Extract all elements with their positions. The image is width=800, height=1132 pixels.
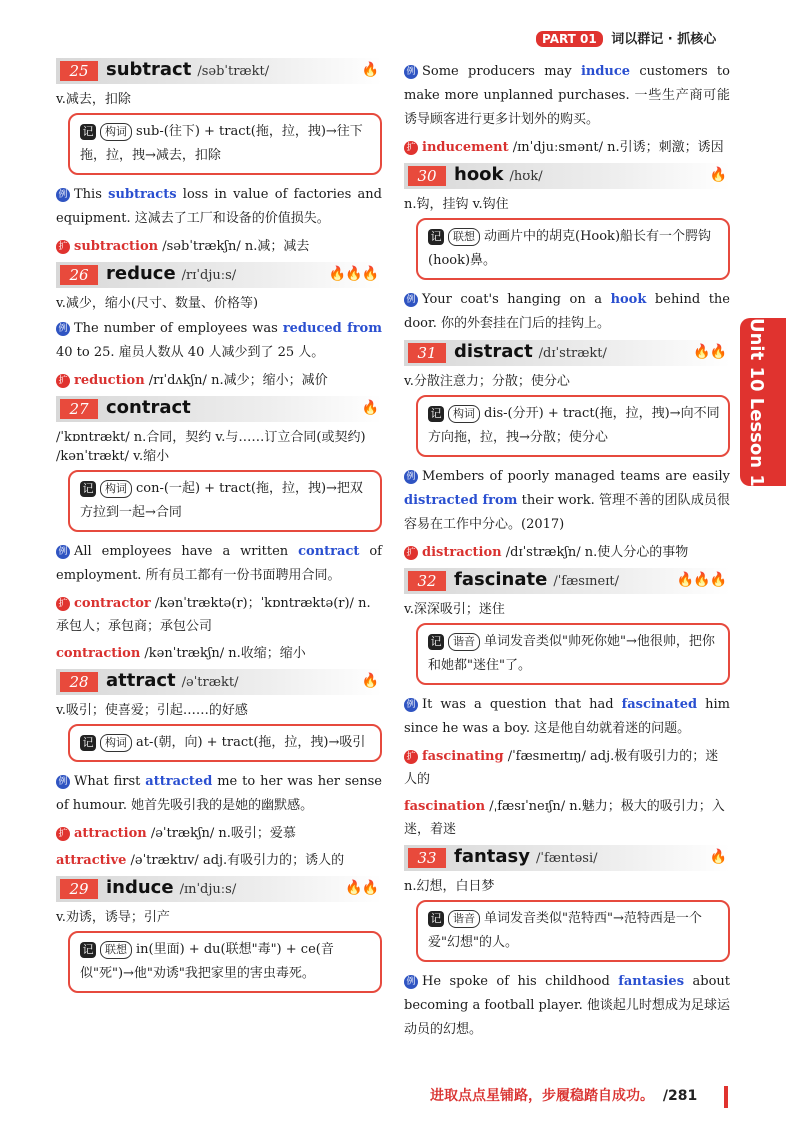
- example-sentence: [404, 970, 730, 1042]
- example-marker-icon: 例: [404, 698, 418, 712]
- definition: n.钩，挂钩 v.钩住: [404, 197, 509, 212]
- memory-tip-box: [68, 470, 382, 532]
- phonetic: /ˈfæntəsi/: [536, 851, 598, 866]
- right-column: [404, 56, 730, 1046]
- example-sentence: [56, 770, 382, 818]
- phonetic: /səbˈtrækt/: [197, 64, 270, 79]
- extension-line: [56, 642, 382, 665]
- extension-word: contractor: [74, 596, 151, 611]
- headword: [454, 846, 597, 867]
- entry-number: 29: [60, 879, 98, 899]
- example-keyword: induce: [580, 64, 631, 79]
- extension-meaning: /əˈtrækʃn/ n.吸引；爱慕: [146, 826, 296, 841]
- extension-word: distraction: [422, 545, 502, 560]
- frequency-flame-icon: 🔥: [361, 673, 378, 689]
- headword: [454, 341, 607, 362]
- headword-row: [404, 845, 730, 871]
- example-marker-icon: 例: [56, 322, 70, 336]
- example-keyword: distracted from: [404, 493, 518, 508]
- example-marker-icon: 例: [56, 188, 70, 202]
- word-entry: [404, 568, 730, 841]
- header-title: 词以群记 · 抓核心: [611, 32, 717, 47]
- definition: n.幻想，白日梦: [404, 879, 495, 894]
- example-text: Members of poorly managed teams are easily: [422, 469, 730, 484]
- definition: v.吸引；使喜爱；引起……的好感: [56, 703, 248, 718]
- tip-icon: 记: [428, 406, 444, 422]
- word-entry: [404, 340, 730, 564]
- extension-word: inducement: [422, 140, 509, 155]
- extension-word: fascination: [404, 799, 486, 814]
- example-sentence: [404, 288, 730, 336]
- word-entry: [56, 396, 382, 665]
- headword-row: [56, 396, 382, 422]
- tip-icon: 记: [80, 735, 96, 751]
- example-marker-icon: 例: [404, 975, 418, 989]
- tip-text: at-(朝，向) + tract(拖，拉，拽)→吸引: [136, 735, 366, 750]
- definition: v.深深吸引；迷住: [404, 602, 505, 617]
- example-text: him since he was a boy. 这是他自幼就着迷的问题。: [404, 697, 730, 736]
- frequency-flame-icon: 🔥: [709, 849, 726, 865]
- part-badge: PART 01: [536, 31, 603, 47]
- example-text: All employees have a written: [74, 544, 299, 559]
- entry-number: 31: [408, 343, 446, 363]
- example-text: The number of employees was: [74, 321, 283, 336]
- extension-line: [404, 795, 730, 841]
- extension-marker-icon: 扩: [404, 546, 418, 560]
- example-text: behind the door. 你的外套挂在门后的挂钩上。: [404, 292, 730, 331]
- frequency-flame-icon: 🔥: [361, 400, 378, 416]
- example-text: He spoke of his childhood: [422, 974, 619, 989]
- example-text: about becoming a football player. 他谈起儿时想成为足球运动员的幻想。: [404, 974, 731, 1037]
- tip-icon: 记: [80, 481, 96, 497]
- extension-marker-icon: 扩: [404, 141, 418, 155]
- example-text: This: [74, 187, 109, 202]
- headword-row: [404, 340, 730, 366]
- phonetic: /əˈtrækt/: [181, 675, 239, 690]
- headword-text: induce: [106, 877, 174, 898]
- tip-type-tag: 联想: [100, 941, 132, 959]
- extension-line: [56, 369, 382, 392]
- headword-row: [404, 568, 730, 594]
- example-text: me to her was her sense of humour. 她首先吸引我的是她的幽默感。: [56, 774, 382, 813]
- extension-marker-icon: 扩: [56, 240, 70, 254]
- tip-type-tag: 谐音: [448, 910, 480, 928]
- frequency-flame-icon: 🔥🔥🔥: [676, 572, 726, 588]
- extension-meaning: /ˌfæsɪˈneɪʃn/ n.魅力；极大的吸引力；入迷，着迷: [404, 799, 725, 837]
- example-text: What first: [74, 774, 146, 789]
- extension-word: attraction: [74, 826, 147, 841]
- headword-row: [56, 669, 382, 695]
- example-sentence: [404, 465, 730, 537]
- tip-type-tag: 构词: [100, 123, 132, 141]
- tip-icon: 记: [428, 229, 444, 245]
- example-text: 40 to 25. 雇员人数从 40 人减少到了 25 人。: [56, 345, 325, 360]
- example-text: Your coat's hanging on a: [422, 292, 611, 307]
- headword: [106, 670, 238, 691]
- headword: [106, 397, 197, 418]
- example-sentence: [56, 183, 382, 231]
- definition: /ˈkɒntrækt/ n.合同，契约 v.与……订立合同(或契约) /kənˈtrækt/ v.缩小: [56, 430, 366, 464]
- headword-text: subtract: [106, 59, 192, 80]
- example-sentence: [404, 693, 730, 741]
- tip-text: in(里面) + du(联想"毒") + ce(音似"死")→他"劝诱"我把家里的害虫毒死。: [80, 942, 334, 981]
- extension-meaning: /rɪˈdʌkʃn/ n.减少；缩小；减价: [144, 373, 328, 388]
- tip-text: dis-(分开) + tract(拖，拉，拽)→向不同方向拖，拉，拽→分散；使分心: [428, 406, 720, 445]
- phonetic: /hʊk/: [509, 169, 543, 184]
- tip-text: sub-(往下) + tract(拖，拉，拽)→往下拖，拉，拽→减去，扣除: [80, 124, 363, 163]
- extension-meaning: /səbˈtrækʃn/ n.减；减去: [158, 239, 310, 254]
- headword-row: [56, 58, 382, 84]
- example-marker-icon: 例: [56, 545, 70, 559]
- extension-word: reduction: [74, 373, 145, 388]
- frequency-flame-icon: 🔥: [709, 167, 726, 183]
- example-text: of employment. 所有员工都有一份书面聘用合同。: [56, 544, 382, 583]
- entry-number: 32: [408, 571, 446, 591]
- headword: [106, 263, 236, 284]
- page-header: [536, 28, 716, 47]
- extension-line: [404, 136, 730, 159]
- example-marker-icon: 例: [404, 293, 418, 307]
- tip-type-tag: 构词: [448, 405, 480, 423]
- frequency-flame-icon: 🔥🔥🔥: [328, 266, 378, 282]
- example-marker-icon: 例: [56, 775, 70, 789]
- footer-bar: [724, 1086, 728, 1108]
- phonetic: /ˈfæsɪneɪt/: [553, 574, 619, 589]
- tip-icon: 记: [428, 911, 444, 927]
- memory-tip-box: [416, 218, 730, 280]
- headword: [106, 59, 269, 80]
- extension-meaning: /kənˈtræktə(r)；ˈkɒntræktə(r)/ n.承包人；承包商；承包公司: [56, 596, 371, 634]
- extension-word: attractive: [56, 853, 127, 868]
- headword-text: hook: [454, 164, 504, 185]
- phonetic: /ɪnˈdjuːs/: [179, 882, 237, 897]
- extension-line: [56, 235, 382, 258]
- extension-meaning: /ˈfæsɪneɪtɪŋ/ adj.极有吸引力的；迷人的: [404, 749, 719, 787]
- example-sentence: [56, 317, 382, 365]
- headword: [454, 569, 619, 590]
- extension-meaning: /dɪˈstrækʃn/ n.使人分心的事物: [501, 545, 689, 560]
- phonetic: /dɪˈstrækt/: [538, 346, 607, 361]
- tip-icon: 记: [428, 634, 444, 650]
- extension-marker-icon: 扩: [56, 597, 70, 611]
- example-sentence: [404, 60, 730, 132]
- example-marker-icon: 例: [404, 470, 418, 484]
- memory-tip-box: [68, 724, 382, 762]
- extension-marker-icon: 扩: [404, 750, 418, 764]
- headword-row: [404, 163, 730, 189]
- example-text: their work. 管理不善的团队成员很容易在工作中分心。(2017): [404, 493, 730, 532]
- headword-band: [56, 396, 382, 422]
- headword-text: reduce: [106, 263, 176, 284]
- word-entry: [56, 876, 382, 993]
- tip-type-tag: 构词: [100, 480, 132, 498]
- entry-number: 33: [408, 848, 446, 868]
- tip-text: 单词发音类似"帅死你她"→他很帅，把你和她都"迷住"了。: [428, 634, 715, 673]
- extension-line: [56, 849, 382, 872]
- word-entry: [404, 163, 730, 336]
- extension-line: [404, 745, 730, 791]
- word-entry: [56, 58, 382, 258]
- example-sentence: [56, 540, 382, 588]
- example-keyword: reduced from: [282, 321, 382, 336]
- entry-number: 28: [60, 672, 98, 692]
- frequency-flame-icon: 🔥🔥: [693, 344, 726, 360]
- entry-number: 30: [408, 166, 446, 186]
- memory-tip-box: [416, 900, 730, 962]
- headword-text: fantasy: [454, 846, 530, 867]
- example-text: loss in value of factories and equipment. 这减去了工厂和设备的价值损失。: [56, 187, 382, 226]
- unit-label: Unit 10 Lesson 1: [746, 318, 767, 487]
- memory-tip-box: [416, 623, 730, 685]
- extension-line: [404, 541, 730, 564]
- extension-meaning: /kənˈtrækʃn/ n.收缩；缩小: [140, 646, 306, 661]
- word-entry: [404, 60, 730, 159]
- word-entry: [56, 262, 382, 392]
- extension-line: [56, 592, 382, 638]
- tip-text: con-(一起) + tract(拖，拉，拽)→把双方拉到一起→合同: [80, 481, 363, 520]
- example-keyword: subtracts: [108, 187, 177, 202]
- frequency-flame-icon: 🔥🔥: [345, 880, 378, 896]
- extension-line: [56, 822, 382, 845]
- example-keyword: attracted: [145, 774, 213, 789]
- headword-band: [404, 163, 730, 189]
- word-entry: [404, 845, 730, 1042]
- headword-row: [56, 262, 382, 288]
- phonetic: /rɪˈdjuːs/: [181, 268, 237, 283]
- definition: v.分散注意力；分散；使分心: [404, 374, 570, 389]
- memory-tip-box: [68, 931, 382, 993]
- footer-motto: 进取点点星铺路，步履稳踏自成功。: [430, 1088, 654, 1104]
- extension-word: fascinating: [422, 749, 504, 764]
- headword: [454, 164, 543, 185]
- headword: [106, 877, 236, 898]
- example-keyword: fascinated: [621, 697, 698, 712]
- memory-tip-box: [68, 113, 382, 175]
- entry-number: 25: [60, 61, 98, 81]
- footer: [430, 1085, 697, 1105]
- example-keyword: contract: [298, 544, 360, 559]
- example-marker-icon: 例: [404, 65, 418, 79]
- frequency-flame-icon: 🔥: [361, 62, 378, 78]
- page-number: /281: [662, 1088, 698, 1104]
- word-entry: [56, 669, 382, 872]
- extension-word: contraction: [56, 646, 141, 661]
- definition: v.劝诱，诱导；引产: [56, 910, 170, 925]
- headword-text: attract: [106, 670, 176, 691]
- extension-marker-icon: 扩: [56, 374, 70, 388]
- left-column: [56, 56, 382, 1001]
- tip-type-tag: 构词: [100, 734, 132, 752]
- memory-tip-box: [416, 395, 730, 457]
- extension-marker-icon: 扩: [56, 827, 70, 841]
- tip-text: 单词发音类似"范特西"→范特西是一个爱"幻想"的人。: [428, 911, 702, 950]
- example-keyword: hook: [610, 292, 647, 307]
- entry-number: 27: [60, 399, 98, 419]
- headword-text: fascinate: [454, 569, 548, 590]
- tip-text: 动画片中的胡克(Hook)船长有一个腭钩(hook)鼻。: [428, 229, 712, 268]
- example-text: customers to make more unplanned purchases. 一些生产商可能诱导顾客进行更多计划外的购买。: [404, 64, 730, 127]
- headword-text: distract: [454, 341, 533, 362]
- headword-text: contract: [106, 397, 191, 418]
- example-text: Some producers may: [422, 64, 581, 79]
- definition: v.减去，扣除: [56, 92, 131, 107]
- definition: v.减少，缩小(尺寸、数量、价格等): [56, 296, 259, 311]
- tip-icon: 记: [80, 124, 96, 140]
- tip-icon: 记: [80, 942, 96, 958]
- example-text: It was a question that had: [422, 697, 622, 712]
- extension-meaning: /ɪnˈdjuːsmənt/ n.引诱；刺激；诱因: [508, 140, 724, 155]
- extension-meaning: /əˈtræktɪv/ adj.有吸引力的；诱人的: [126, 853, 345, 868]
- headword-row: [56, 876, 382, 902]
- tip-type-tag: 谐音: [448, 633, 480, 651]
- entry-number: 26: [60, 265, 98, 285]
- extension-word: subtraction: [74, 239, 159, 254]
- example-keyword: fantasies: [618, 974, 685, 989]
- unit-side-tab: [740, 318, 786, 486]
- tip-type-tag: 联想: [448, 228, 480, 246]
